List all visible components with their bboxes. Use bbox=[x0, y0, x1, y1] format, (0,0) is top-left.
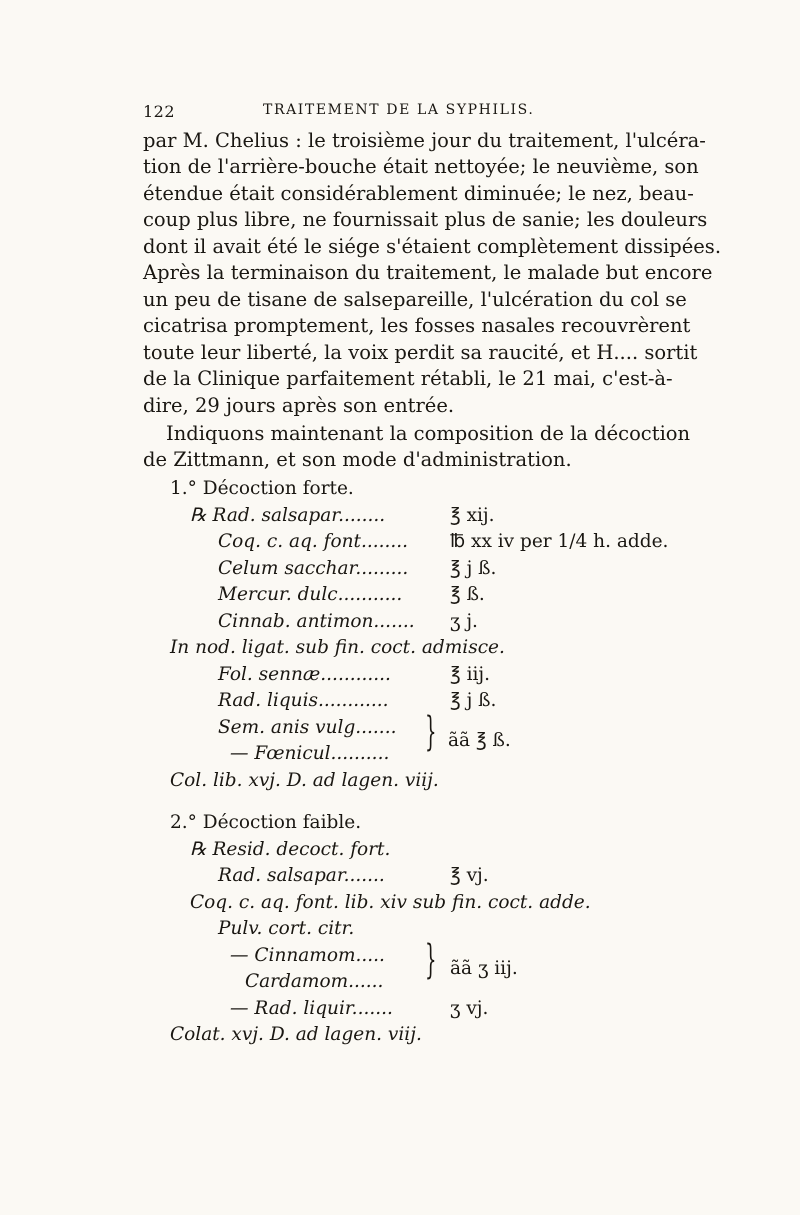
recipe-line: Col. lib. xvj. D. ad lagen. viij. bbox=[170, 770, 439, 791]
text-line: de Zittmann, et son mode d'administration. bbox=[143, 448, 572, 471]
running-title: TRAITEMENT DE LA SYPHILIS. bbox=[263, 102, 535, 118]
text-line: Après la terminaison du traitement, le malade but encore bbox=[143, 261, 713, 284]
recipe-line: — Fœnicul.......... bbox=[230, 743, 390, 764]
recipe-dose: ℥ j ß. bbox=[450, 690, 497, 711]
recipe-line: Sem. anis vulg....... bbox=[218, 717, 397, 738]
recipe-line: Cinnab. antimon....... bbox=[218, 611, 415, 632]
recipe-line: Celum sacchar......... bbox=[218, 558, 409, 579]
recipe-line: Cardamom...... bbox=[245, 971, 384, 992]
recipe-line: Pulv. cort. citr. bbox=[218, 918, 355, 939]
recipe-line: ℞ Rad. salsapar........ bbox=[190, 505, 386, 526]
recipe-dose: ℔ xx iv per 1/4 h. adde. bbox=[450, 531, 669, 552]
text-line: dont il avait été le siége s'étaient complètement dissipées. bbox=[143, 235, 722, 258]
recipe-line: Coq. c. aq. font. lib. xiv sub fin. coct. adde. bbox=[190, 892, 591, 913]
text-line: toute leur liberté, la voix perdit sa raucité, et H.... sortit bbox=[143, 341, 698, 364]
recipe-line: In nod. ligat. sub fin. coct. admisce. bbox=[170, 637, 505, 658]
recipe-dose: ℥ j ß. bbox=[450, 558, 497, 579]
brace-symbol: } bbox=[425, 937, 437, 983]
recipe-dose: ℥ xij. bbox=[450, 505, 495, 526]
recipe-line: Rad. liquis............ bbox=[218, 690, 389, 711]
recipe-line: Fol. sennæ............ bbox=[218, 664, 391, 685]
recipe-heading: 2.° Décoction faible. bbox=[170, 812, 362, 833]
recipe-line: Coq. c. aq. font........ bbox=[218, 531, 409, 552]
recipe-line: Mercur. dulc........... bbox=[218, 584, 403, 605]
recipe-dose: ãã ʒ iij. bbox=[450, 958, 518, 979]
brace-symbol: } bbox=[425, 709, 437, 755]
recipe-dose: ʒ vj. bbox=[450, 998, 489, 1019]
recipe-dose: ℥ iij. bbox=[450, 664, 491, 685]
recipe-dose: ʒ j. bbox=[450, 611, 478, 632]
recipe-dose: ãã ℥ ß. bbox=[448, 730, 511, 751]
recipe-heading: 1.° Décoction forte. bbox=[170, 478, 354, 499]
text-line: cicatrisa promptement, les fosses nasales recouvrèrent bbox=[143, 314, 691, 337]
text-line: de la Clinique parfaitement rétabli, le 21 mai, c'est-à- bbox=[143, 367, 673, 390]
page-header bbox=[143, 96, 653, 126]
recipe-line: — Cinnamom..... bbox=[230, 945, 385, 966]
text-line: étendue était considérablement diminuée; le nez, beau- bbox=[143, 182, 694, 205]
recipe-line: Colat. xvj. D. ad lagen. viij. bbox=[170, 1024, 422, 1045]
page-number: 122 bbox=[143, 102, 176, 121]
text-line: un peu de tisane de salsepareille, l'ulcération du col se bbox=[143, 288, 687, 311]
recipe-dose: ℥ vj. bbox=[450, 865, 489, 886]
recipe-line: Rad. salsapar....... bbox=[218, 865, 385, 886]
recipe-dose: ℥ ß. bbox=[450, 584, 485, 605]
text-line: tion de l'arrière-bouche était nettoyée; le neuvième, son bbox=[143, 155, 699, 178]
text-line: Indiquons maintenant la composition de la décoction bbox=[166, 422, 691, 445]
text-line: coup plus libre, ne fournissait plus de sanie; les douleurs bbox=[143, 208, 708, 231]
text-line: dire, 29 jours après son entrée. bbox=[143, 394, 455, 417]
recipe-line: ℞ Resid. decoct. fort. bbox=[190, 839, 391, 860]
recipe-line: — Rad. liquir....... bbox=[230, 998, 393, 1019]
text-line: par M. Chelius : le troisième jour du traitement, l'ulcéra- bbox=[143, 129, 706, 152]
